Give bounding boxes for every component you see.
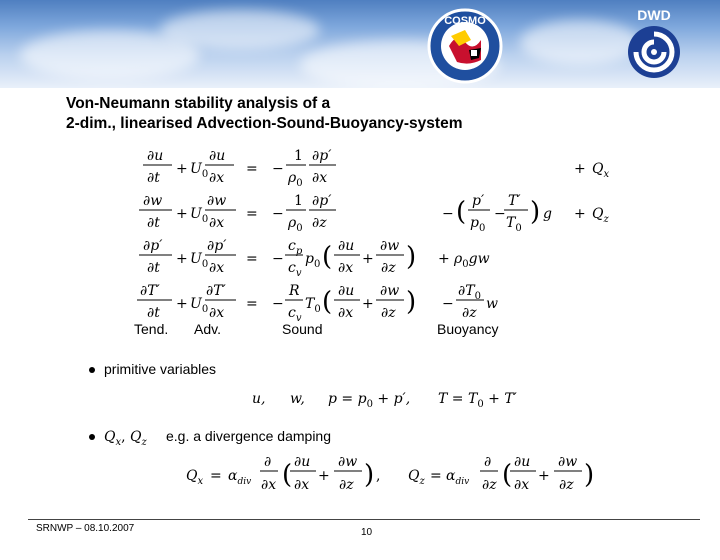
svg-text:∂z: ∂z <box>482 477 497 493</box>
svg-text:u,: u, <box>252 391 266 407</box>
svg-text:+: + <box>176 161 188 177</box>
svg-text:p0: $p_0$ <box>470 215 486 234</box>
slide-title-line1: Von-Neumann stability analysis of a <box>66 95 331 112</box>
equation-p <box>139 238 490 279</box>
dwd-logo-text: DWD <box>637 7 671 23</box>
svg-text:−: − <box>442 206 454 222</box>
svg-text:∂u: ∂u <box>514 454 531 470</box>
svg-text:Qz: $Q_z$ <box>408 468 425 487</box>
svg-text:1: 1 <box>294 148 303 164</box>
svg-text:p0: $p_0$ <box>305 251 321 270</box>
bullet-dot <box>89 434 95 440</box>
svg-text:−: − <box>272 251 284 267</box>
label-adv: Adv. <box>194 321 221 337</box>
svg-text:−: − <box>272 296 284 312</box>
svg-text:U0: $U_0$ <box>190 206 209 225</box>
svg-text:∂z: ∂z <box>559 477 574 493</box>
svg-text:∂t: ∂t <box>147 215 160 231</box>
svg-text:=: = <box>246 251 258 267</box>
svg-text:(: ( <box>502 460 513 490</box>
svg-text:=: = <box>430 468 442 484</box>
svg-text:(: ( <box>456 197 467 227</box>
svg-text:ρ0gw: $\rho_0gw$ <box>454 251 490 270</box>
svg-text:∂p′: ∂p′ <box>312 193 332 209</box>
svg-text:U0: $U_0$ <box>190 251 209 270</box>
label-buoyancy: Buoyancy <box>437 321 499 337</box>
svg-text:cv: $c_v$ <box>288 305 302 324</box>
svg-text:+: + <box>438 251 450 267</box>
svg-text:∂x: ∂x <box>514 477 530 493</box>
dwd-logo <box>622 4 686 84</box>
svg-text:∂u: ∂u <box>294 454 311 470</box>
page-number: 10 <box>361 527 373 538</box>
svg-text:+: + <box>318 468 330 484</box>
footer-divider <box>28 519 700 520</box>
svg-text:∂x: ∂x <box>338 260 354 276</box>
svg-text:(: ( <box>322 242 333 272</box>
svg-text:T0: $T_0$ <box>506 215 522 234</box>
svg-text:): ) <box>406 242 417 272</box>
svg-text:Qz: $Q_z$ <box>592 206 609 225</box>
svg-text:∂: ∂ <box>484 454 492 470</box>
svg-text:(: ( <box>322 287 333 317</box>
equation-u <box>143 148 609 189</box>
svg-text:∂w: ∂w <box>380 238 400 254</box>
svg-text:∂w: ∂w <box>143 193 163 209</box>
svg-text:∂w: ∂w <box>380 283 400 299</box>
svg-text:−: − <box>272 206 284 222</box>
svg-text:∂u: ∂u <box>338 238 355 254</box>
svg-text:+: + <box>362 251 374 267</box>
svg-text:∂p′: ∂p′ <box>143 238 163 254</box>
svg-text:∂w: ∂w <box>338 454 358 470</box>
svg-text:g: g <box>543 206 552 222</box>
svg-text:∂z: ∂z <box>339 477 354 493</box>
svg-text:=: = <box>246 161 258 177</box>
svg-text:R: R <box>289 283 300 299</box>
svg-text:∂x: ∂x <box>209 215 225 231</box>
svg-text:∂x: ∂x <box>209 260 225 276</box>
svg-text:∂z: ∂z <box>381 260 396 276</box>
svg-text:ρ0: $\rho_0$ <box>288 215 303 234</box>
svg-text:w: w <box>486 296 498 312</box>
svg-text:+: + <box>176 206 188 222</box>
svg-text:Qx, Qz: $Q_x$, $Q_z$ <box>104 429 147 448</box>
bullet-dot <box>89 367 95 373</box>
svg-text:∂u: ∂u <box>338 283 355 299</box>
svg-text:T0: $T_0$ <box>305 296 321 315</box>
svg-text:=: = <box>210 468 222 484</box>
svg-text:∂T′: ∂T′ <box>140 283 160 299</box>
bullet-1-text: primitive variables <box>104 361 217 377</box>
bullet-primitive-variables <box>89 361 216 377</box>
primitive-variables-formula <box>252 391 518 410</box>
svg-text:∂u: ∂u <box>209 148 226 164</box>
svg-text:): ) <box>584 460 595 490</box>
svg-text:∂p′: ∂p′ <box>207 238 227 254</box>
bullet-divergence-damping <box>89 428 331 448</box>
header-banner <box>0 0 720 88</box>
svg-text:+: + <box>176 296 188 312</box>
cosmo-logo <box>425 6 505 86</box>
svg-text:∂x: ∂x <box>261 477 277 493</box>
svg-text:U0: $U_0$ <box>190 296 209 315</box>
equation-t <box>137 283 498 324</box>
slide-title-line2: 2-dim., linearised Advection-Sound-Buoyancy-system <box>66 115 463 132</box>
svg-text:∂x: ∂x <box>338 305 354 321</box>
svg-text:w,: w, <box>290 391 305 407</box>
svg-text:,: , <box>376 468 381 484</box>
svg-text:): ) <box>364 460 375 490</box>
svg-text:+: + <box>574 206 586 222</box>
svg-text:∂p′: ∂p′ <box>312 148 332 164</box>
svg-text:+: + <box>574 161 586 177</box>
svg-text:T′: T′ <box>508 193 521 209</box>
svg-text:p′: p′ <box>472 193 485 209</box>
cosmo-logo-text: COSMO <box>444 15 486 27</box>
svg-text:cv: $c_v$ <box>288 260 302 279</box>
svg-text:): ) <box>530 197 541 227</box>
svg-text:cp: $c_p$ <box>288 238 303 257</box>
svg-text:∂w: ∂w <box>207 193 227 209</box>
svg-text:∂t: ∂t <box>147 170 160 186</box>
label-sound: Sound <box>282 321 323 337</box>
svg-text:+: + <box>538 468 550 484</box>
svg-text:=: = <box>246 296 258 312</box>
svg-text:∂z: ∂z <box>312 215 327 231</box>
equation-w <box>139 193 609 234</box>
svg-text:∂u: ∂u <box>147 148 164 164</box>
svg-text:U0: $U_0$ <box>190 161 209 180</box>
svg-text:∂: ∂ <box>264 454 272 470</box>
svg-text:∂x: ∂x <box>209 170 225 186</box>
svg-text:p = p0 + p′,: $p = p_0 + p'$, <box>328 391 411 410</box>
svg-text:(: ( <box>282 460 293 490</box>
slide-title <box>66 94 462 134</box>
svg-text:αdiv: $\alpha_{div}$ <box>228 468 252 487</box>
svg-text:∂x: ∂x <box>312 170 328 186</box>
svg-text:ρ0: $\rho_0$ <box>288 170 303 189</box>
svg-text:∂t: ∂t <box>147 305 160 321</box>
svg-text:−: − <box>494 206 506 222</box>
svg-text:=: = <box>246 206 258 222</box>
svg-text:∂z: ∂z <box>381 305 396 321</box>
svg-text:T = T0 + T′: $T = T_0 + T'$ <box>438 391 517 410</box>
svg-text:−: − <box>442 296 454 312</box>
svg-text:+: + <box>176 251 188 267</box>
svg-text:Qx: $Q_x$ <box>592 161 610 180</box>
divergence-damping-formula <box>186 454 594 493</box>
svg-text:Qx: $Q_x$ <box>186 468 204 487</box>
svg-text:αdiv: $\alpha_{div}$ <box>446 468 470 487</box>
svg-text:∂T′: ∂T′ <box>206 283 226 299</box>
svg-text:1: 1 <box>294 193 303 209</box>
svg-text:∂w: ∂w <box>558 454 578 470</box>
equations-area <box>0 140 720 560</box>
footer-date: SRNWP – 08.10.2007 <box>36 523 135 534</box>
label-tend: Tend. <box>134 321 169 337</box>
svg-text:∂z: ∂z <box>462 305 477 321</box>
svg-text:−: − <box>272 161 284 177</box>
svg-text:∂x: ∂x <box>294 477 310 493</box>
bullet-2-text: e.g. a divergence damping <box>166 428 331 444</box>
svg-text:): ) <box>406 287 417 317</box>
svg-text:∂x: ∂x <box>209 305 225 321</box>
svg-text:∂T0: $\partial T_0$ <box>458 283 481 302</box>
svg-text:∂t: ∂t <box>147 260 160 276</box>
svg-text:+: + <box>362 296 374 312</box>
